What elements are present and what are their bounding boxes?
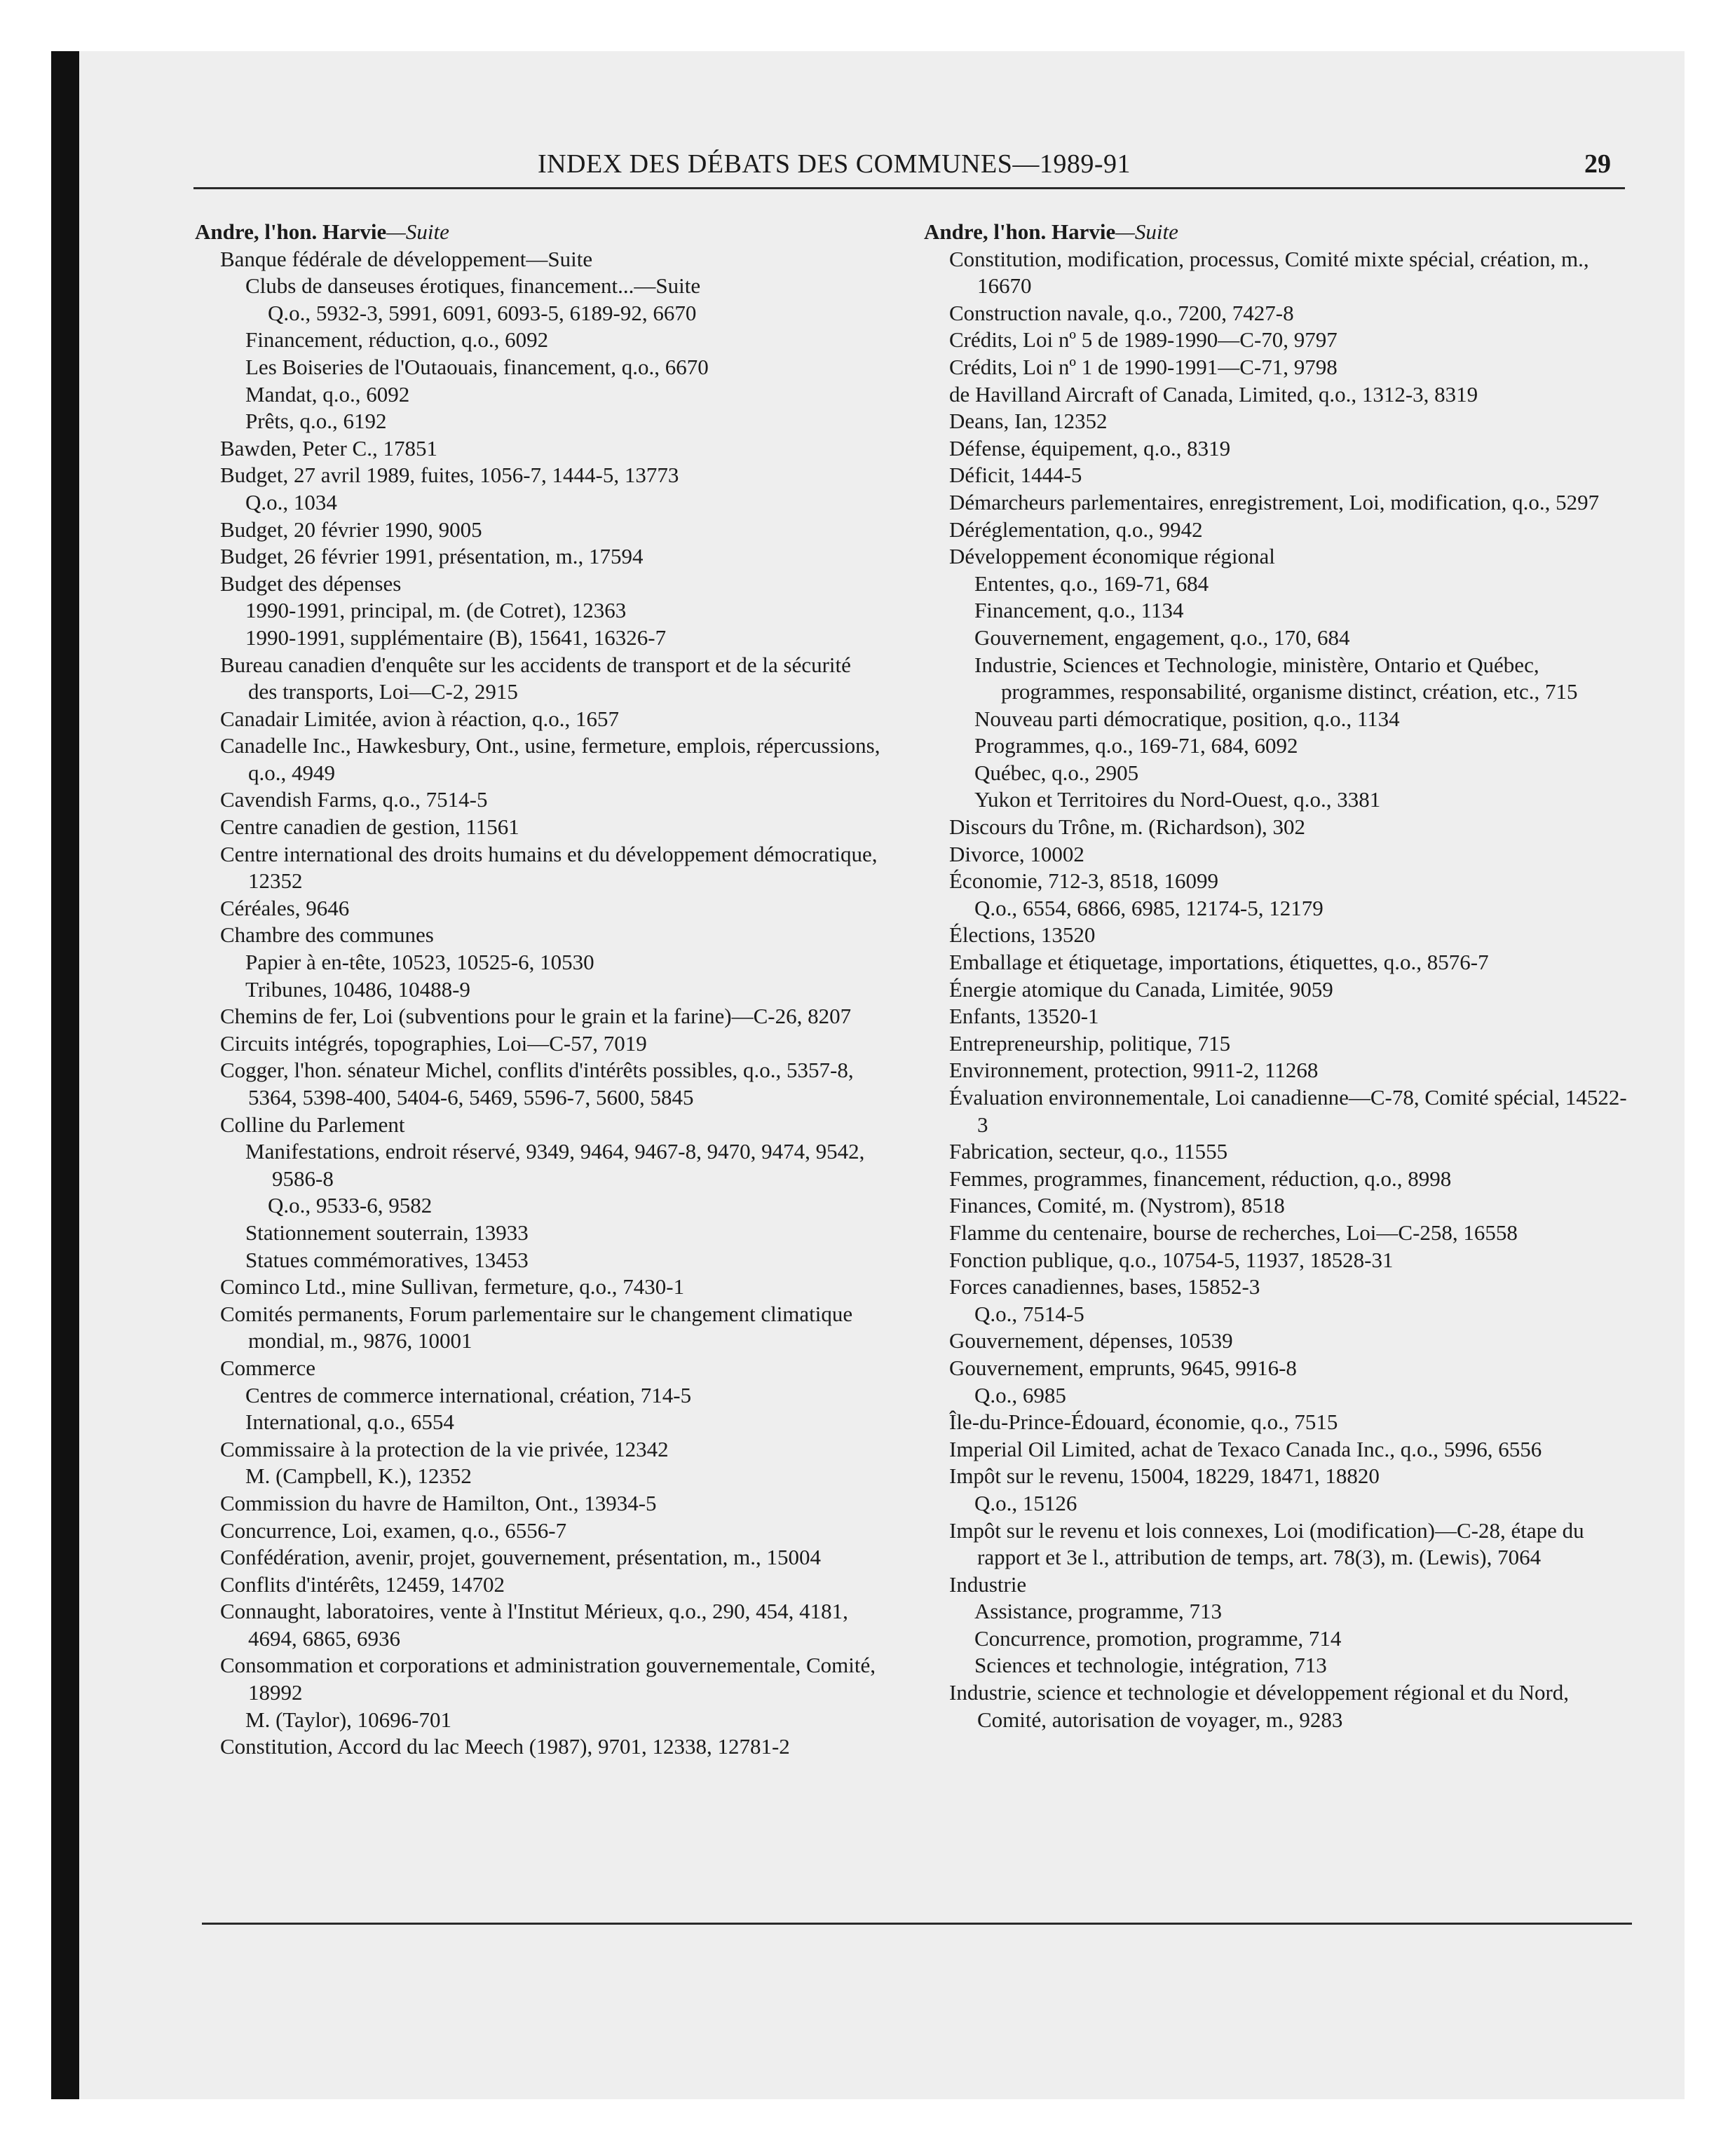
index-entry: Confédération, avenir, projet, gouvernement, présentation, m., 15004 <box>220 1545 822 1570</box>
index-entry: Évaluation environnementale, Loi canadienne—C-78, Comité spécial, 14522-3 <box>949 1085 1627 1137</box>
index-entry: Conflits d'intérêts, 12459, 14702 <box>220 1571 505 1597</box>
index-entry: Manifestations, endroit réservé, 9349, 9464, 9467-8, 9470, 9474, 9542, 9586-8 <box>245 1139 865 1191</box>
index-entry: Prêts, q.o., 6192 <box>245 409 387 434</box>
index-entry: Q.o., 1034 <box>245 489 337 514</box>
index-entry: Banque fédérale de développement—Suite <box>220 246 593 271</box>
index-entry: 1990-1991, supplémentaire (B), 15641, 16326-7 <box>245 625 667 650</box>
page-number: 29 <box>1584 149 1611 179</box>
index-entry: Économie, 712-3, 8518, 16099 <box>949 868 1219 894</box>
index-entry: Gouvernement, dépenses, 10539 <box>949 1328 1233 1353</box>
index-entry: Commerce <box>220 1355 316 1380</box>
index-entry: Crédits, Loi nº 5 de 1989-1990—C-70, 9797 <box>949 327 1338 353</box>
index-entry: Céréales, 9646 <box>220 895 350 920</box>
index-entry: Colline du Parlement <box>220 1112 405 1137</box>
index-entry: Tribunes, 10486, 10488-9 <box>245 976 470 1002</box>
index-entry: Centre canadien de gestion, 11561 <box>220 814 519 840</box>
index-entry: Deans, Ian, 12352 <box>949 409 1108 434</box>
index-entry: Sciences et technologie, intégration, 713 <box>974 1653 1327 1678</box>
index-entry: Déréglementation, q.o., 9942 <box>949 517 1203 542</box>
index-entry: Financement, réduction, q.o., 6092 <box>245 327 549 353</box>
index-entry: Gouvernement, engagement, q.o., 170, 684 <box>974 625 1350 650</box>
index-entry: Canadair Limitée, avion à réaction, q.o., 1657 <box>220 706 620 731</box>
index-entry: Q.o., 6985 <box>974 1382 1066 1407</box>
index-entry: Flamme du centenaire, bourse de recherches, Loi—C-258, 16558 <box>949 1220 1518 1245</box>
heading-suite: —Suite <box>1115 219 1178 244</box>
index-entry: Imperial Oil Limited, achat de Texaco Canada Inc., q.o., 5996, 6556 <box>949 1436 1542 1461</box>
heading-name: Andre, l'hon. Harvie <box>195 219 387 244</box>
index-entry: Financement, q.o., 1134 <box>974 598 1184 623</box>
index-entry: Discours du Trône, m. (Richardson), 302 <box>949 814 1306 840</box>
index-entry: Statues commémoratives, 13453 <box>245 1247 529 1272</box>
index-entry: Industrie <box>949 1571 1027 1597</box>
index-entry: Assistance, programme, 713 <box>974 1599 1222 1624</box>
page-title: INDEX DES DÉBATS DES COMMUNES—1989-91 <box>537 149 1131 179</box>
index-entry: Budget, 26 février 1991, présentation, m., 17594 <box>220 544 644 569</box>
right-column <box>924 219 1632 1733</box>
index-entry: Cogger, l'hon. sénateur Michel, conflits d'intérêts possibles, q.o., 5357-8, 5364, 5398-400, 5404-6, 5469, 5596-7, 5600, 5845 <box>220 1058 854 1110</box>
index-entry: Constitution, Accord du lac Meech (1987), 9701, 12338, 12781-2 <box>220 1734 790 1759</box>
index-entry: Fabrication, secteur, q.o., 11555 <box>949 1139 1228 1164</box>
index-entry: Québec, q.o., 2905 <box>974 760 1139 785</box>
index-entry: Q.o., 15126 <box>974 1490 1077 1515</box>
index-entry: Bawden, Peter C., 17851 <box>220 435 437 460</box>
index-entry: Cavendish Farms, q.o., 7514-5 <box>220 787 488 812</box>
index-entry: Élections, 13520 <box>949 922 1096 948</box>
index-entry: Femmes, programmes, financement, réduction, q.o., 8998 <box>949 1166 1452 1191</box>
index-entry: Q.o., 9533-6, 9582 <box>268 1193 433 1218</box>
index-entry: Défense, équipement, q.o., 8319 <box>949 435 1231 460</box>
left-column <box>195 219 882 1761</box>
index-entry: Déficit, 1444-5 <box>949 463 1082 488</box>
index-entry: Bureau canadien d'enquête sur les accidents de transport et de la sécurité des transports, Loi—C-2, 2915 <box>220 652 851 704</box>
index-entry: Enfants, 13520-1 <box>949 1004 1099 1029</box>
index-entry: Cominco Ltd., mine Sullivan, fermeture, q.o., 7430-1 <box>220 1274 685 1299</box>
entry-list <box>195 246 882 1761</box>
index-entry: Chambre des communes <box>220 922 434 948</box>
index-entry: Construction navale, q.o., 7200, 7427-8 <box>949 300 1294 325</box>
index-entry: Programmes, q.o., 169-71, 684, 6092 <box>974 733 1298 758</box>
index-entry: Centre international des droits humains et du développement démocratique, 12352 <box>220 841 878 894</box>
index-entry: Circuits intégrés, topographies, Loi—C-57, 7019 <box>220 1030 647 1056</box>
index-entry: de Havilland Aircraft of Canada, Limited, q.o., 1312-3, 8319 <box>949 381 1478 407</box>
index-entry: Concurrence, promotion, programme, 714 <box>974 1625 1342 1651</box>
index-entry: Impôt sur le revenu, 15004, 18229, 18471, 18820 <box>949 1464 1380 1489</box>
column-heading <box>195 219 882 246</box>
index-entry: Commission du havre de Hamilton, Ont., 13934-5 <box>220 1490 657 1515</box>
index-entry: Yukon et Territoires du Nord-Ouest, q.o., 3381 <box>974 787 1381 812</box>
index-entry: Clubs de danseuses érotiques, financement...—Suite <box>245 273 701 299</box>
heading-name: Andre, l'hon. Harvie <box>924 219 1116 244</box>
index-entry: Finances, Comité, m. (Nystrom), 8518 <box>949 1193 1285 1218</box>
index-entry: Comités permanents, Forum parlementaire sur le changement climatique mondial, m., 9876, 10001 <box>220 1301 853 1353</box>
index-entry: Budget, 27 avril 1989, fuites, 1056-7, 1444-5, 13773 <box>220 463 679 488</box>
index-entry: Démarcheurs parlementaires, enregistrement, Loi, modification, q.o., 5297 <box>949 489 1600 514</box>
index-entry: International, q.o., 6554 <box>245 1410 454 1435</box>
index-entry: Centres de commerce international, création, 714-5 <box>245 1382 692 1407</box>
scan-edge <box>51 51 79 2099</box>
index-entry: Canadelle Inc., Hawkesbury, Ont., usine, fermeture, emplois, répercussions, q.o., 4949 <box>220 733 880 785</box>
index-entry: Divorce, 10002 <box>949 841 1084 866</box>
index-entry: Fonction publique, q.o., 10754-5, 11937, 18528-31 <box>949 1247 1394 1272</box>
index-entry: Mandat, q.o., 6092 <box>245 381 410 407</box>
entry-list <box>924 246 1632 1734</box>
index-entry: Industrie, Sciences et Technologie, ministère, Ontario et Québec, programmes, responsabilité, organisme distinct, création, etc., 715 <box>974 652 1578 704</box>
column-heading <box>924 219 1632 246</box>
index-entry: Les Boiseries de l'Outaouais, financement, q.o., 6670 <box>245 354 709 379</box>
index-entry: Énergie atomique du Canada, Limitée, 9059 <box>949 976 1333 1002</box>
index-entry: M. (Campbell, K.), 12352 <box>245 1464 472 1489</box>
index-entry: Ententes, q.o., 169-71, 684 <box>974 571 1209 596</box>
index-entry: Entrepreneurship, politique, 715 <box>949 1030 1231 1056</box>
index-entry: Nouveau parti démocratique, position, q.o., 1134 <box>974 706 1400 731</box>
index-entry: Budget des dépenses <box>220 571 402 596</box>
index-entry: Commissaire à la protection de la vie privée, 12342 <box>220 1436 669 1461</box>
index-entry: Q.o., 7514-5 <box>974 1301 1084 1326</box>
index-entry: Stationnement souterrain, 13933 <box>245 1220 529 1245</box>
index-entry: Crédits, Loi nº 1 de 1990-1991—C-71, 9798 <box>949 354 1338 379</box>
heading-suite: —Suite <box>386 219 449 244</box>
index-entry: Emballage et étiquetage, importations, étiquettes, q.o., 8576-7 <box>949 950 1489 975</box>
index-entry: Développement économique régional <box>949 544 1275 569</box>
index-entry: Papier à en-tête, 10523, 10525-6, 10530 <box>245 950 594 975</box>
index-entry: M. (Taylor), 10696-701 <box>245 1707 452 1732</box>
index-entry: Impôt sur le revenu et lois connexes, Loi (modification)—C-28, étape du rapport et 3e l., attribution de temps, art. 78(3), m. (Lewis), 7064 <box>949 1517 1584 1570</box>
index-entry: Environnement, protection, 9911-2, 11268 <box>949 1058 1319 1083</box>
index-entry: Q.o., 6554, 6866, 6985, 12174-5, 12179 <box>974 895 1324 920</box>
index-entry: Connaught, laboratoires, vente à l'Institut Mérieux, q.o., 290, 454, 4181, 4694, 6865, 6936 <box>220 1599 848 1651</box>
index-entry: Île-du-Prince-Édouard, économie, q.o., 7515 <box>949 1410 1338 1435</box>
index-entry: Forces canadiennes, bases, 15852-3 <box>949 1274 1260 1299</box>
index-entry: Industrie, science et technologie et développement régional et du Nord, Comité, autorisation de voyager, m., 9283 <box>949 1680 1570 1732</box>
index-entry: Q.o., 5932-3, 5991, 6091, 6093-5, 6189-92, 6670 <box>268 300 697 325</box>
index-entry: Budget, 20 février 1990, 9005 <box>220 517 482 542</box>
index-entry: Chemins de fer, Loi (subventions pour le grain et la farine)—C-26, 8207 <box>220 1004 852 1029</box>
index-entry: Gouvernement, emprunts, 9645, 9916-8 <box>949 1355 1297 1380</box>
index-entry: 1990-1991, principal, m. (de Cotret), 12363 <box>245 598 627 623</box>
header-rule <box>193 187 1625 189</box>
footer-rule <box>202 1923 1632 1925</box>
index-entry: Concurrence, Loi, examen, q.o., 6556-7 <box>220 1517 567 1543</box>
index-entry: Consommation et corporations et administration gouvernementale, Comité, 18992 <box>220 1653 876 1705</box>
index-entry: Constitution, modification, processus, Comité mixte spécial, création, m., 16670 <box>949 246 1589 299</box>
